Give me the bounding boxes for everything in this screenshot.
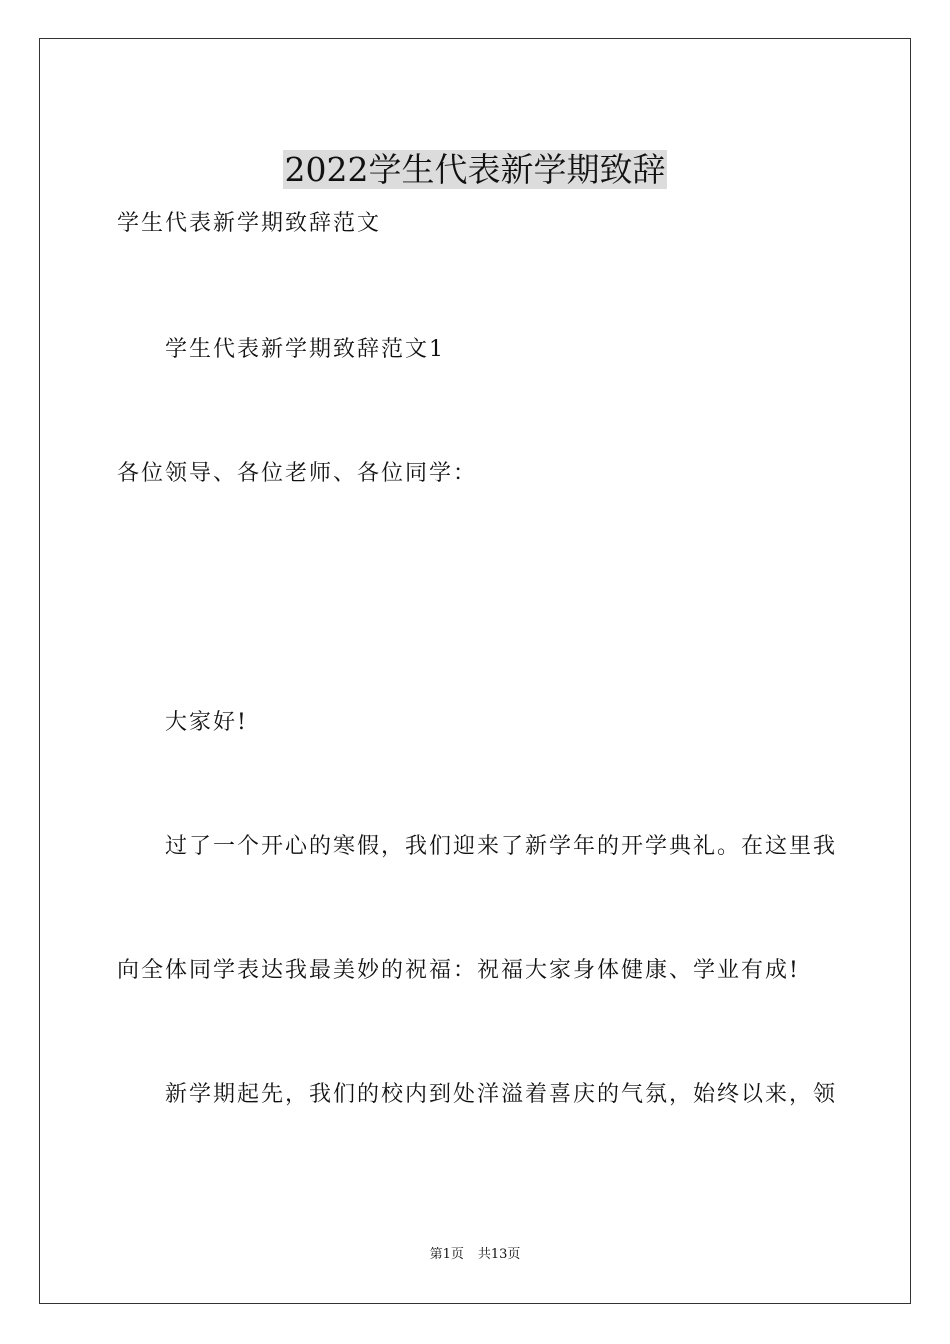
paragraph-body-line: 新学期起先，我们的校内到处洋溢着喜庆的气氛，始终以来，领 xyxy=(165,1082,838,1107)
page-number-current: 第1页 xyxy=(429,1247,464,1262)
paragraph-greeting: 大家好! xyxy=(165,710,248,735)
paragraph-body-line: 向全体同学表达我最美妙的祝福：祝福大家身体健康、学业有成! xyxy=(117,958,800,983)
document-title xyxy=(0,150,950,190)
page-number-total: 共13页 xyxy=(477,1247,521,1262)
page-footer xyxy=(0,1246,950,1264)
paragraph-salutation: 各位领导、各位老师、各位同学： xyxy=(117,461,478,486)
paragraph-body-line: 过了一个开心的寒假，我们迎来了新学年的开学典礼。在这里我 xyxy=(165,834,838,859)
paragraph-section-heading: 学生代表新学期致辞范文1 xyxy=(165,337,445,362)
paragraph-subtitle: 学生代表新学期致辞范文 xyxy=(117,211,382,236)
document-title-text: 2022学生代表新学期致辞 xyxy=(284,150,666,190)
